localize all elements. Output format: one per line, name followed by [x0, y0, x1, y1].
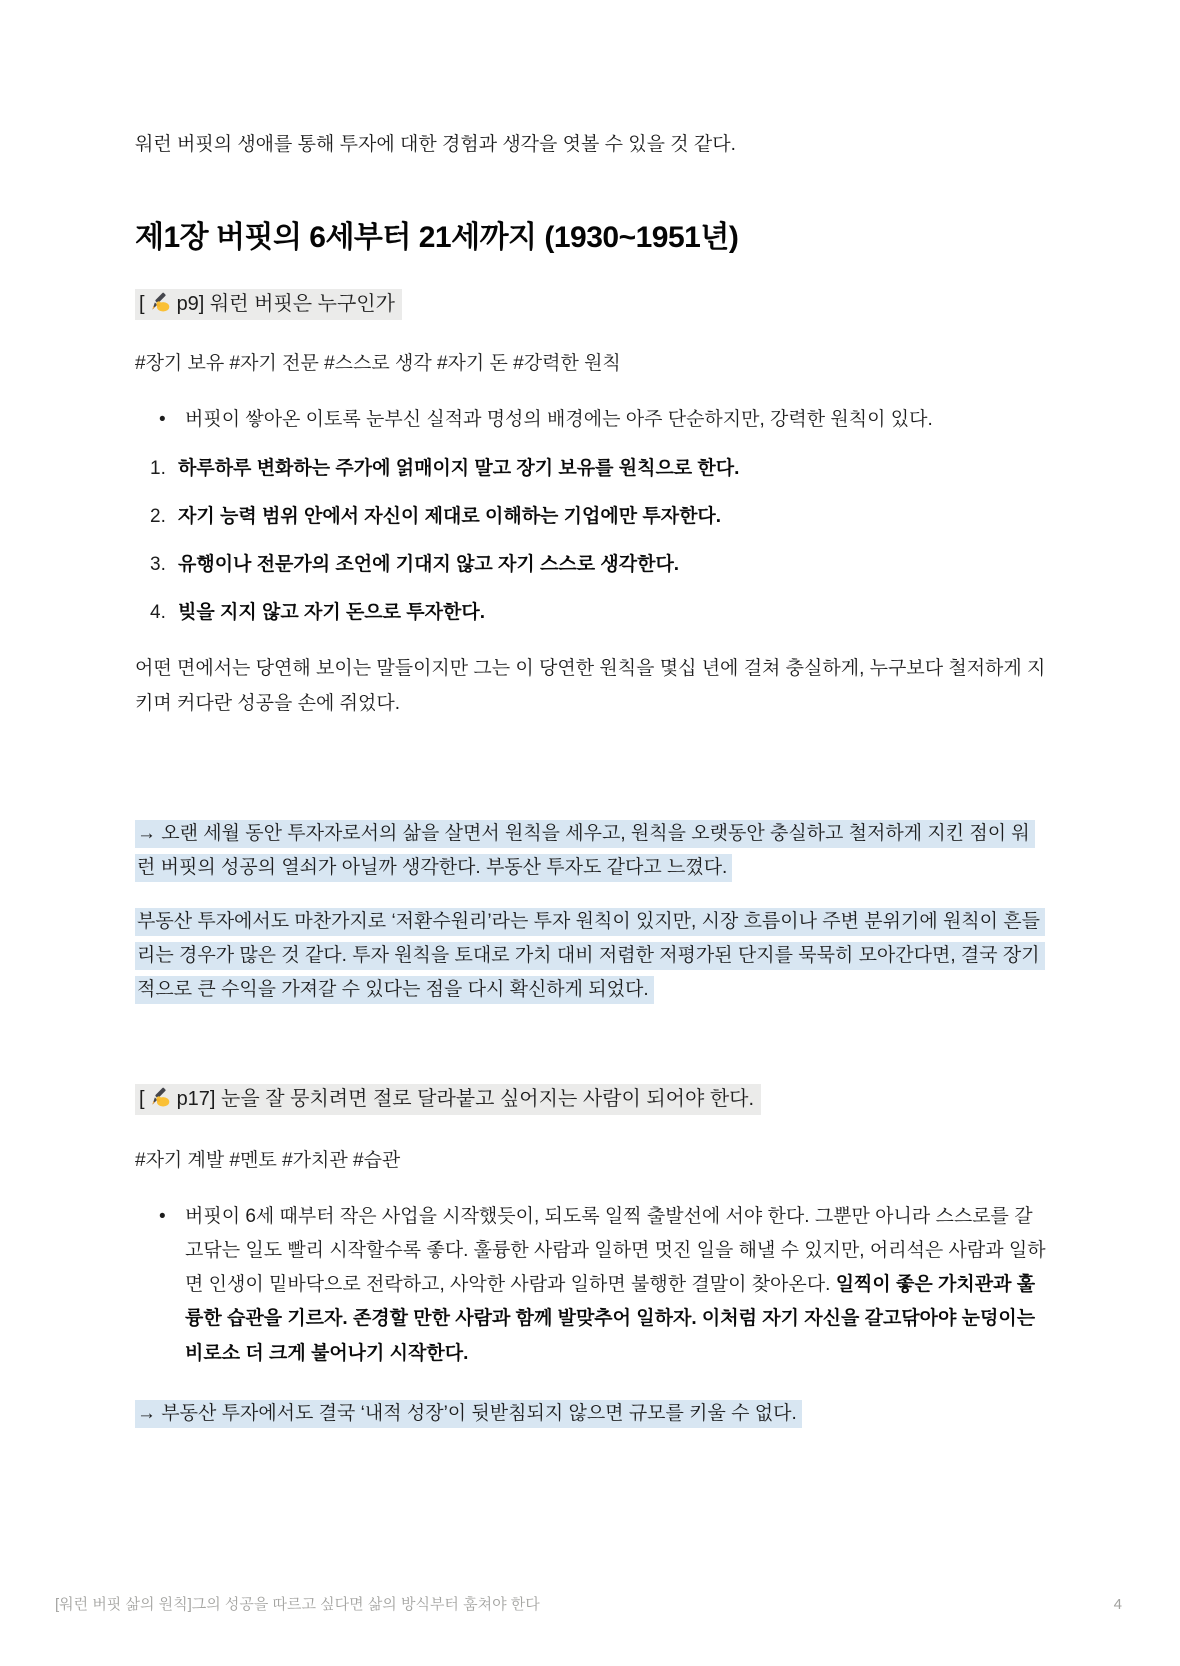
- bullet-text-bold: 일찍이 좋은 가치관과 훌륭한 습관을 기르자. 존경할 만한 사람과 함께 발맞추어 일하자. 이처럼 자기 자신을 갈고닦아야 눈덩이는 비로소 더 크게 불어나기 시작한다.: [185, 1274, 1036, 1364]
- chapter-heading: 제1장 버핏의 6세부터 21세까지 (1930~1951년): [135, 221, 739, 255]
- callout-p17-highlight: [135, 1084, 761, 1115]
- bullet-icon: •: [159, 1205, 166, 1227]
- list-number: 3.: [150, 553, 166, 575]
- list-item: [135, 596, 1047, 630]
- bullet-text-normal: 버핏이 6세 때부터 작은 사업을 시작했듯이, 되도록 일찍 출발선에 서야 한다. 그뿐만 아니라 스스로를 갈고닦는 일도 빨리 시작할수록 좋다. 훌륭한 사람과 일하면 멋진 일을 해낼 수 있지만, 어리석은 사람과 일하면 인생이 밑바닥으로 전락하고, 사악한 사람과 일하면 불행한 결말이 찾아온다.: [185, 1205, 1046, 1296]
- footer-page-number: 4: [1113, 1596, 1122, 1613]
- intro-paragraph: 워런 버핏의 생애를 통해 투자에 대한 경험과 생각을 엿볼 수 있을 것 같다.: [135, 134, 736, 155]
- list-number: 1.: [150, 457, 166, 479]
- list-item: [135, 548, 1047, 582]
- principles-list: [135, 452, 1047, 631]
- writing-hand-icon: [149, 1086, 171, 1108]
- principle-text: 하루하루 변화하는 주가에 얽매이지 말고 장기 보유를 원칙으로 한다.: [178, 457, 740, 479]
- blue-highlight: → 부동산 투자에서도 결국 ‘내적 성장’이 뒷받침되지 않으면 규모를 키울 수 없다.: [135, 1400, 802, 1428]
- callout-p17: [135, 1082, 1047, 1116]
- page-footer: [55, 1593, 1122, 1614]
- list-item: [135, 452, 1047, 486]
- list-number: 2.: [150, 505, 166, 527]
- blue-highlight: → 오랜 세월 동안 투자자로서의 삶을 살면서 원칙을 세우고, 원칙을 오랫동안 충실하고 철저하게 지킨 점이 워런 버핏의 성공의 열쇠가 아닐까 생각한다. 부동산 투자도 같다고 느꼈다.: [135, 820, 1035, 882]
- callout-open-bracket: [: [139, 1087, 145, 1110]
- callout-p9: [135, 287, 1047, 321]
- callout-p9-highlight: [135, 289, 402, 320]
- list-item: [135, 500, 1047, 534]
- writing-hand-icon: [149, 291, 171, 313]
- personal-note-2: [135, 905, 1047, 1008]
- summary-paragraph: 어떤 면에서는 당연해 보이는 말들이지만 그는 이 당연한 원칙을 몇십 년에 걸쳐 충실하게, 누구보다 철저하게 지키며 커다란 성공을 손에 쥐었다.: [135, 658, 1046, 714]
- hashtags-p17: #자기 계발 #멘토 #가치관 #습관: [135, 1149, 401, 1171]
- principle-text: 유행이나 전문가의 조언에 기대지 않고 자기 스스로 생각한다.: [178, 553, 680, 575]
- bullet-text: [185, 1200, 1047, 1371]
- personal-note-1: [135, 817, 1047, 885]
- list-number: 4.: [150, 602, 166, 624]
- hashtags-p9: #장기 보유 #자기 전문 #스스로 생각 #자기 돈 #강력한 원칙: [135, 353, 621, 375]
- callout-open-bracket: [: [139, 293, 145, 316]
- list-item: [135, 403, 1047, 437]
- personal-note-3: [135, 1397, 1047, 1431]
- bullet-list-selfgrowth: [135, 1200, 1047, 1371]
- blue-highlight: 부동산 투자에서도 마찬가지로 ‘저환수원리’라는 투자 원칙이 있지만, 시장 흐름이나 주변 분위기에 원칙이 흔들리는 경우가 많은 것 같다. 투자 원칙을 토대로 가치 대비 저렴한 저평가된 단지를 묵묵히 모아간다면, 결국 장기적으로 큰 수익을 가져갈 수 있다는 점을 다시 확신하게 되었다.: [135, 908, 1045, 1004]
- bullet-list-principle-intro: [135, 403, 1047, 437]
- callout-p9-label: p9] 워런 버핏은 누구인가: [176, 293, 395, 316]
- bullet-icon: •: [159, 409, 166, 431]
- footer-book-title: [워런 버핏 삶의 원칙]그의 성공을 따르고 싶다면 삶의 방식부터 훔쳐야 한다: [55, 1596, 540, 1613]
- bullet-text: 버핏이 쌓아온 이토록 눈부신 실적과 명성의 배경에는 아주 단순하지만, 강력한 원칙이 있다.: [185, 409, 933, 431]
- principle-text: 빚을 지지 않고 자기 돈으로 투자한다.: [178, 602, 485, 624]
- list-item: [135, 1200, 1047, 1371]
- callout-p17-label: p17] 눈을 잘 뭉치려면 절로 달라붙고 싶어지는 사람이 되어야 한다.: [176, 1087, 755, 1110]
- principle-text: 자기 능력 범위 안에서 자신이 제대로 이해하는 기업에만 투자한다.: [178, 505, 722, 527]
